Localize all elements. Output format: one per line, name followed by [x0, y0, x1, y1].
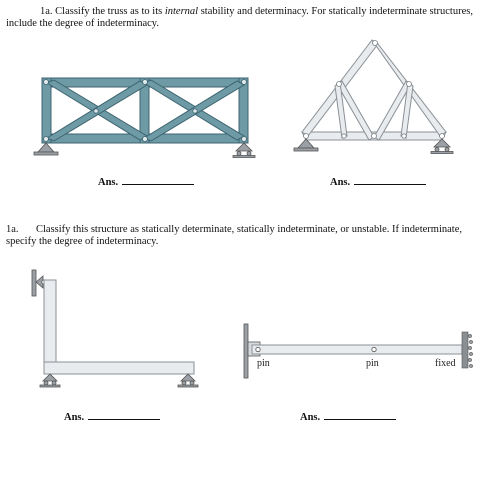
- question-1-prefix: 1a. Classify the truss as to its: [40, 6, 165, 17]
- truss-answer-1-label: Ans.: [98, 177, 119, 188]
- frame-answer-1-label: Ans.: [64, 412, 85, 423]
- frame-answer-2-blank[interactable]: [324, 410, 396, 420]
- beam-left-pin-label: pin: [257, 358, 270, 369]
- beam-figure: [238, 322, 478, 382]
- truss-answer-2-blank[interactable]: [354, 175, 426, 185]
- question-2-number: 1a.: [6, 224, 19, 235]
- frame-answer-1-blank[interactable]: [88, 410, 160, 420]
- l-frame-figure: [30, 268, 210, 388]
- frame-answer-2-label: Ans.: [300, 412, 321, 423]
- question-1-text: [6, 6, 492, 30]
- truss-answer-2-label: Ans.: [330, 177, 351, 188]
- rectangular-truss-figure: [30, 72, 270, 160]
- beam-fixed-label: fixed: [435, 358, 456, 369]
- question-1-emphasis: internal: [164, 6, 199, 17]
- question-2-body: Classify this structure as statically determinate, statically indeterminate, or unstable. If indeterminate, specify the degree of indeterminacy.: [6, 224, 462, 247]
- truss-answer-1: [98, 175, 194, 188]
- truss-answer-2: [330, 175, 426, 188]
- question-2-text: [6, 224, 492, 248]
- triangular-truss-figure: [292, 36, 464, 160]
- frame-answer-2: [300, 410, 396, 423]
- truss-answer-1-blank[interactable]: [122, 175, 194, 185]
- frame-answer-1: [64, 410, 160, 423]
- beam-middle-pin-label: pin: [366, 358, 379, 369]
- question-1-suffix: stability and determinacy. For statically indeterminate structures, include the degree of indeterminacy.: [6, 6, 473, 29]
